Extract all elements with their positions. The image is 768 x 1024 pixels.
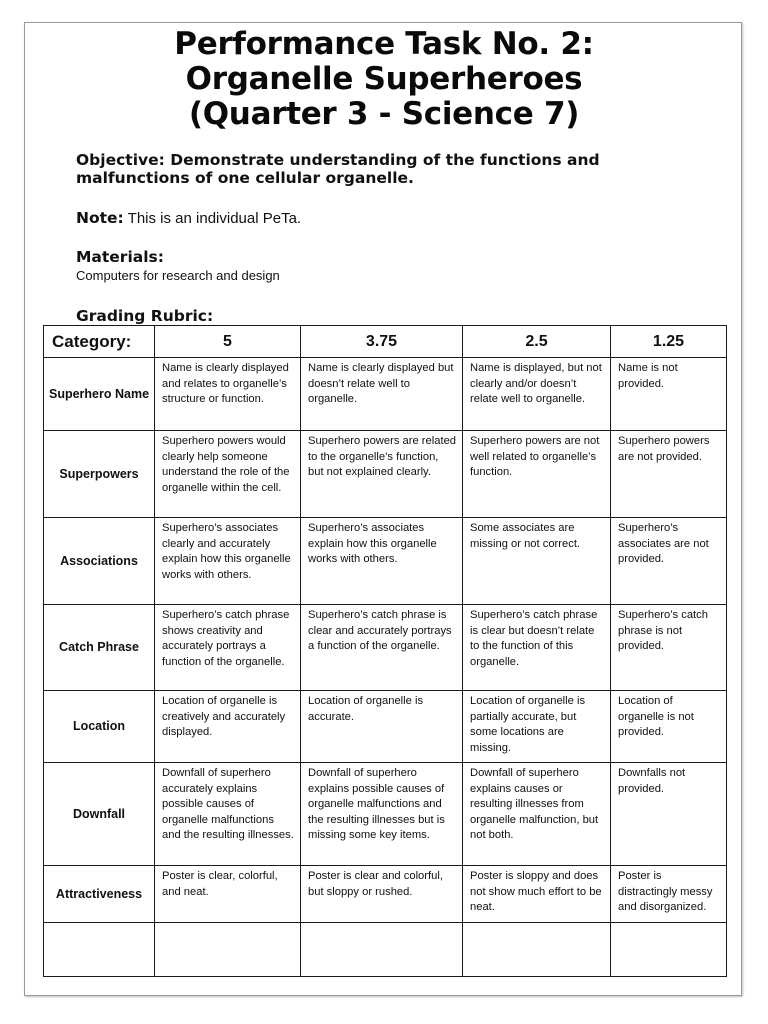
rubric-cell <box>155 923 301 977</box>
rubric-cell: Location of organelle is creatively and accurately displayed. <box>155 691 301 763</box>
rubric-row <box>44 691 727 763</box>
rubric-cell: Superhero powers are not provided. <box>611 431 727 518</box>
rubric-category: Attractiveness <box>44 866 155 923</box>
document-page <box>24 22 742 996</box>
rubric-category: Superhero Name <box>44 358 155 431</box>
header-score-3-75: 3.75 <box>301 326 463 358</box>
rubric-row-empty <box>44 923 727 977</box>
header-category: Category: <box>44 326 155 358</box>
objective-label: Objective: <box>76 151 165 169</box>
rubric-cell: Superhero powers would clearly help someone understand the role of the organelle within the cell. <box>155 431 301 518</box>
title-line-3: (Quarter 3 - Science 7) <box>188 96 580 132</box>
rubric-cell: Name is clearly displayed but doesn’t relate well to organelle. <box>301 358 463 431</box>
rubric-cell: Superhero’s associates clearly and accurately explain how this organelle works with others. <box>155 518 301 605</box>
grading-rubric-table <box>43 325 727 977</box>
rubric-cell: Name is displayed, but not clearly and/or doesn’t relate well to organelle. <box>463 358 611 431</box>
rubric-cell: Poster is distractingly messy and disorganized. <box>611 866 727 923</box>
rubric-cell: Downfall of superhero explains possible causes of organelle malfunctions and the resulting illnesses but is missing some key items. <box>301 763 463 866</box>
rubric-cell: Poster is clear and colorful, but sloppy or rushed. <box>301 866 463 923</box>
page-title <box>25 27 743 132</box>
rubric-cell: Superhero’s associates explain how this organelle works with others. <box>301 518 463 605</box>
materials-label: Materials: <box>76 248 164 266</box>
rubric-row <box>44 605 727 691</box>
rubric-cell: Superhero’s catch phrase shows creativity and accurately portrays a function of the organelle. <box>155 605 301 691</box>
header-score-2-5: 2.5 <box>463 326 611 358</box>
rubric-cell: Superhero’s associates are not provided. <box>611 518 727 605</box>
header-score-1-25: 1.25 <box>611 326 727 358</box>
objective-text: Demonstrate understanding of the functions and malfunctions of one cellular organelle. <box>76 151 600 187</box>
rubric-cell: Downfalls not provided. <box>611 763 727 866</box>
rubric-cell: Superhero’s catch phrase is clear but doesn’t relate to the function of this organelle. <box>463 605 611 691</box>
rubric-cell: Downfall of superhero accurately explains possible causes of organelle malfunctions and the resulting illnesses. <box>155 763 301 866</box>
rubric-cell: Poster is sloppy and does not show much effort to be neat. <box>463 866 611 923</box>
rubric-cell: Location of organelle is accurate. <box>301 691 463 763</box>
rubric-row <box>44 518 727 605</box>
note-text: This is an individual PeTa. <box>127 210 302 227</box>
header-score-5: 5 <box>155 326 301 358</box>
note <box>76 209 301 228</box>
rubric-row <box>44 358 727 431</box>
rubric-cell <box>301 923 463 977</box>
rubric-category <box>44 923 155 977</box>
rubric-cell: Superhero’s catch phrase is not provided. <box>611 605 727 691</box>
rubric-cell: Location of organelle is partially accurate, but some locations are missing. <box>463 691 611 763</box>
rubric-cell: Some associates are missing or not correct. <box>463 518 611 605</box>
rubric-cell: Superhero powers are not well related to organelle’s function. <box>463 431 611 518</box>
rubric-label: Grading Rubric: <box>76 307 214 325</box>
rubric-category: Superpowers <box>44 431 155 518</box>
rubric-cell: Name is clearly displayed and relates to organelle’s structure or function. <box>155 358 301 431</box>
title-line-2: Organelle Superheroes <box>185 61 583 97</box>
rubric-category: Catch Phrase <box>44 605 155 691</box>
objective <box>76 151 716 187</box>
title-line-1: Performance Task No. 2: <box>174 26 594 62</box>
rubric-category: Location <box>44 691 155 763</box>
rubric-cell <box>611 923 727 977</box>
materials-text: Computers for research and design <box>76 268 280 283</box>
rubric-cell: Poster is clear, colorful, and neat. <box>155 866 301 923</box>
rubric-cell <box>463 923 611 977</box>
rubric-cell: Superhero’s catch phrase is clear and accurately portrays a function of the organelle. <box>301 605 463 691</box>
rubric-row <box>44 431 727 518</box>
rubric-header-row <box>44 326 727 358</box>
rubric-category: Downfall <box>44 763 155 866</box>
rubric-cell: Name is not provided. <box>611 358 727 431</box>
rubric-cell: Superhero powers are related to the organelle’s function, but not explained clearly. <box>301 431 463 518</box>
rubric-row <box>44 763 727 866</box>
note-label: Note: <box>76 209 124 227</box>
rubric-category: Associations <box>44 518 155 605</box>
rubric-row <box>44 866 727 923</box>
rubric-cell: Location of organelle is not provided. <box>611 691 727 763</box>
rubric-cell: Downfall of superhero explains causes or resulting illnesses from organelle malfunction, but not both. <box>463 763 611 866</box>
